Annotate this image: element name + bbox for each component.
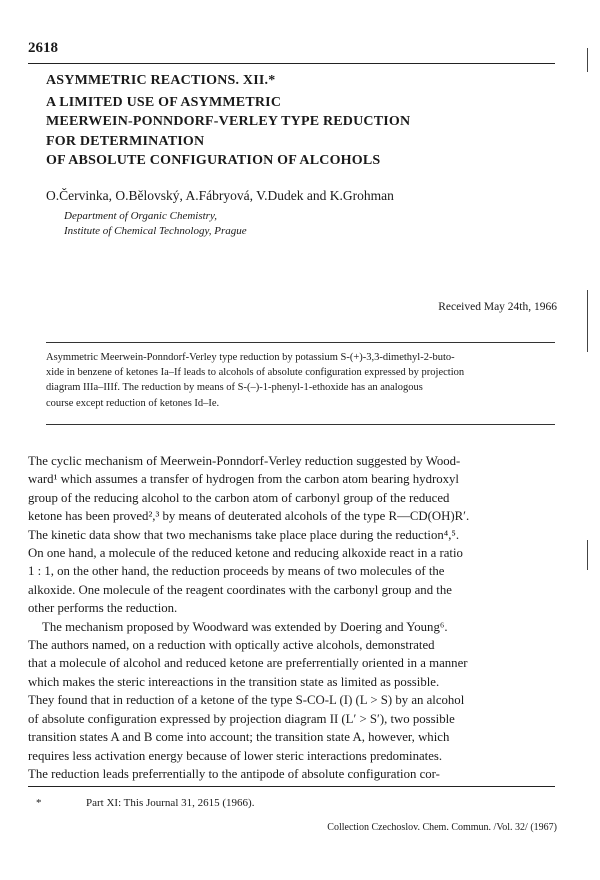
text-line: ward¹ which assumes a transfer of hydrogen from the carbon atom bearing hydroxyl xyxy=(28,472,459,487)
text-line: The reduction leads preferrentially to the antipode of absolute configuration cor- xyxy=(28,766,440,781)
abstract-bottom-rule xyxy=(46,424,555,425)
margin-mark xyxy=(587,48,588,72)
margin-mark xyxy=(587,540,588,570)
text-line: The cyclic mechanism of Meerwein-Ponndorf-Verley reduction suggested by Wood- xyxy=(28,454,461,468)
text-line: They found that in reduction of a ketone of the type S-CO-L (I) (L > S) by an alcohol xyxy=(28,693,465,708)
text-line: The mechanism proposed by Woodward was extended by Doering and Young⁶. xyxy=(42,619,448,634)
text-line: ketone has been proved²,³ by means of deuterated alcohols of the type R—CD(OH)R′. xyxy=(28,509,470,524)
abstract-line: Asymmetric Meerwein-Ponndorf-Verley type reduction by potassium S-(+)-3,3-dimethyl-2-buto- xyxy=(46,352,455,363)
series-title: ASYMMETRIC REACTIONS. XII.* xyxy=(46,73,276,88)
abstract xyxy=(46,350,555,411)
text-line: On one hand, a molecule of the reduced ketone and reducing alkoxide react in a ratio xyxy=(28,546,463,561)
paragraph-1 xyxy=(28,452,558,618)
footnote xyxy=(36,797,254,809)
affiliation xyxy=(64,209,247,239)
page-number: 2618 xyxy=(28,40,58,56)
title-line: FOR DETERMINATION xyxy=(46,133,205,149)
footnote-rule xyxy=(28,786,555,787)
text-line: The kinetic data show that two mechanisms take place place during the reduction⁴,⁵. xyxy=(28,527,460,542)
abstract-top-rule xyxy=(46,342,555,343)
department: Department of Organic Chemistry, xyxy=(64,210,217,222)
text-line: alkoxide. One molecule of the reagent coordinates with the carbonyl group and the xyxy=(28,582,452,597)
title-line: MEERWEIN-PONNDORF-VERLEY TYPE REDUCTION xyxy=(46,114,411,129)
text-line: The authors named, on a reduction with optically active alcohols, demonstrated xyxy=(28,638,435,653)
title-line: A LIMITED USE OF ASYMMETRIC xyxy=(46,94,282,110)
abstract-line: course except reduction of ketones Id–Ie. xyxy=(46,397,220,409)
abstract-line: xide in benzene of ketones Ia–If leads to alcohols of absolute configuration expressed by projection xyxy=(46,367,465,379)
margin-mark xyxy=(587,290,588,352)
paragraph-2 xyxy=(28,618,558,784)
text-line: requires less activation energy because of lower steric interactions predominates. xyxy=(28,748,443,763)
text-line: 1 : 1, on the other hand, the reduction proceeds by means of two molecules of the xyxy=(28,564,445,579)
abstract-line: diagram IIIa–IIIf. The reduction by means of S-(–)-1-phenyl-1-ethoxide has an analogous xyxy=(46,382,423,394)
text-line: other performs the reduction. xyxy=(28,601,178,616)
received-date: Received May 24th, 1966 xyxy=(438,301,557,313)
text-line: transition states A and B come into account; the transition state A, however, which xyxy=(28,730,450,745)
footnote-text: Part XI: This Journal 31, 2615 (1966). xyxy=(86,797,255,809)
text-line: group of the reducing alcohol to the carbon atom of carbonyl group of the reduced xyxy=(28,490,450,505)
text-line: that a molecule of alcohol and reduced ketone are preferrentially oriented in a manner xyxy=(28,656,468,671)
body-text xyxy=(28,452,558,783)
article-title xyxy=(46,71,546,171)
author-list: O.Červinka, O.Bělovský, A.Fábryová, V.Dudek and K.Grohman xyxy=(46,188,394,203)
text-line: which makes the steric intereactions in the transition state as limited as possible. xyxy=(28,674,440,689)
journal-footer: Collection Czechoslov. Chem. Commun. /Vol. 32/ (1967) xyxy=(327,822,557,833)
institute: Institute of Chemical Technology, Prague xyxy=(64,225,247,237)
text-line: of absolute configuration expressed by projection diagram II (L′ > S′), two possible xyxy=(28,711,455,726)
footnote-marker: * xyxy=(36,797,42,809)
header-rule xyxy=(28,63,555,64)
title-line: OF ABSOLUTE CONFIGURATION OF ALCOHOLS xyxy=(46,153,381,168)
